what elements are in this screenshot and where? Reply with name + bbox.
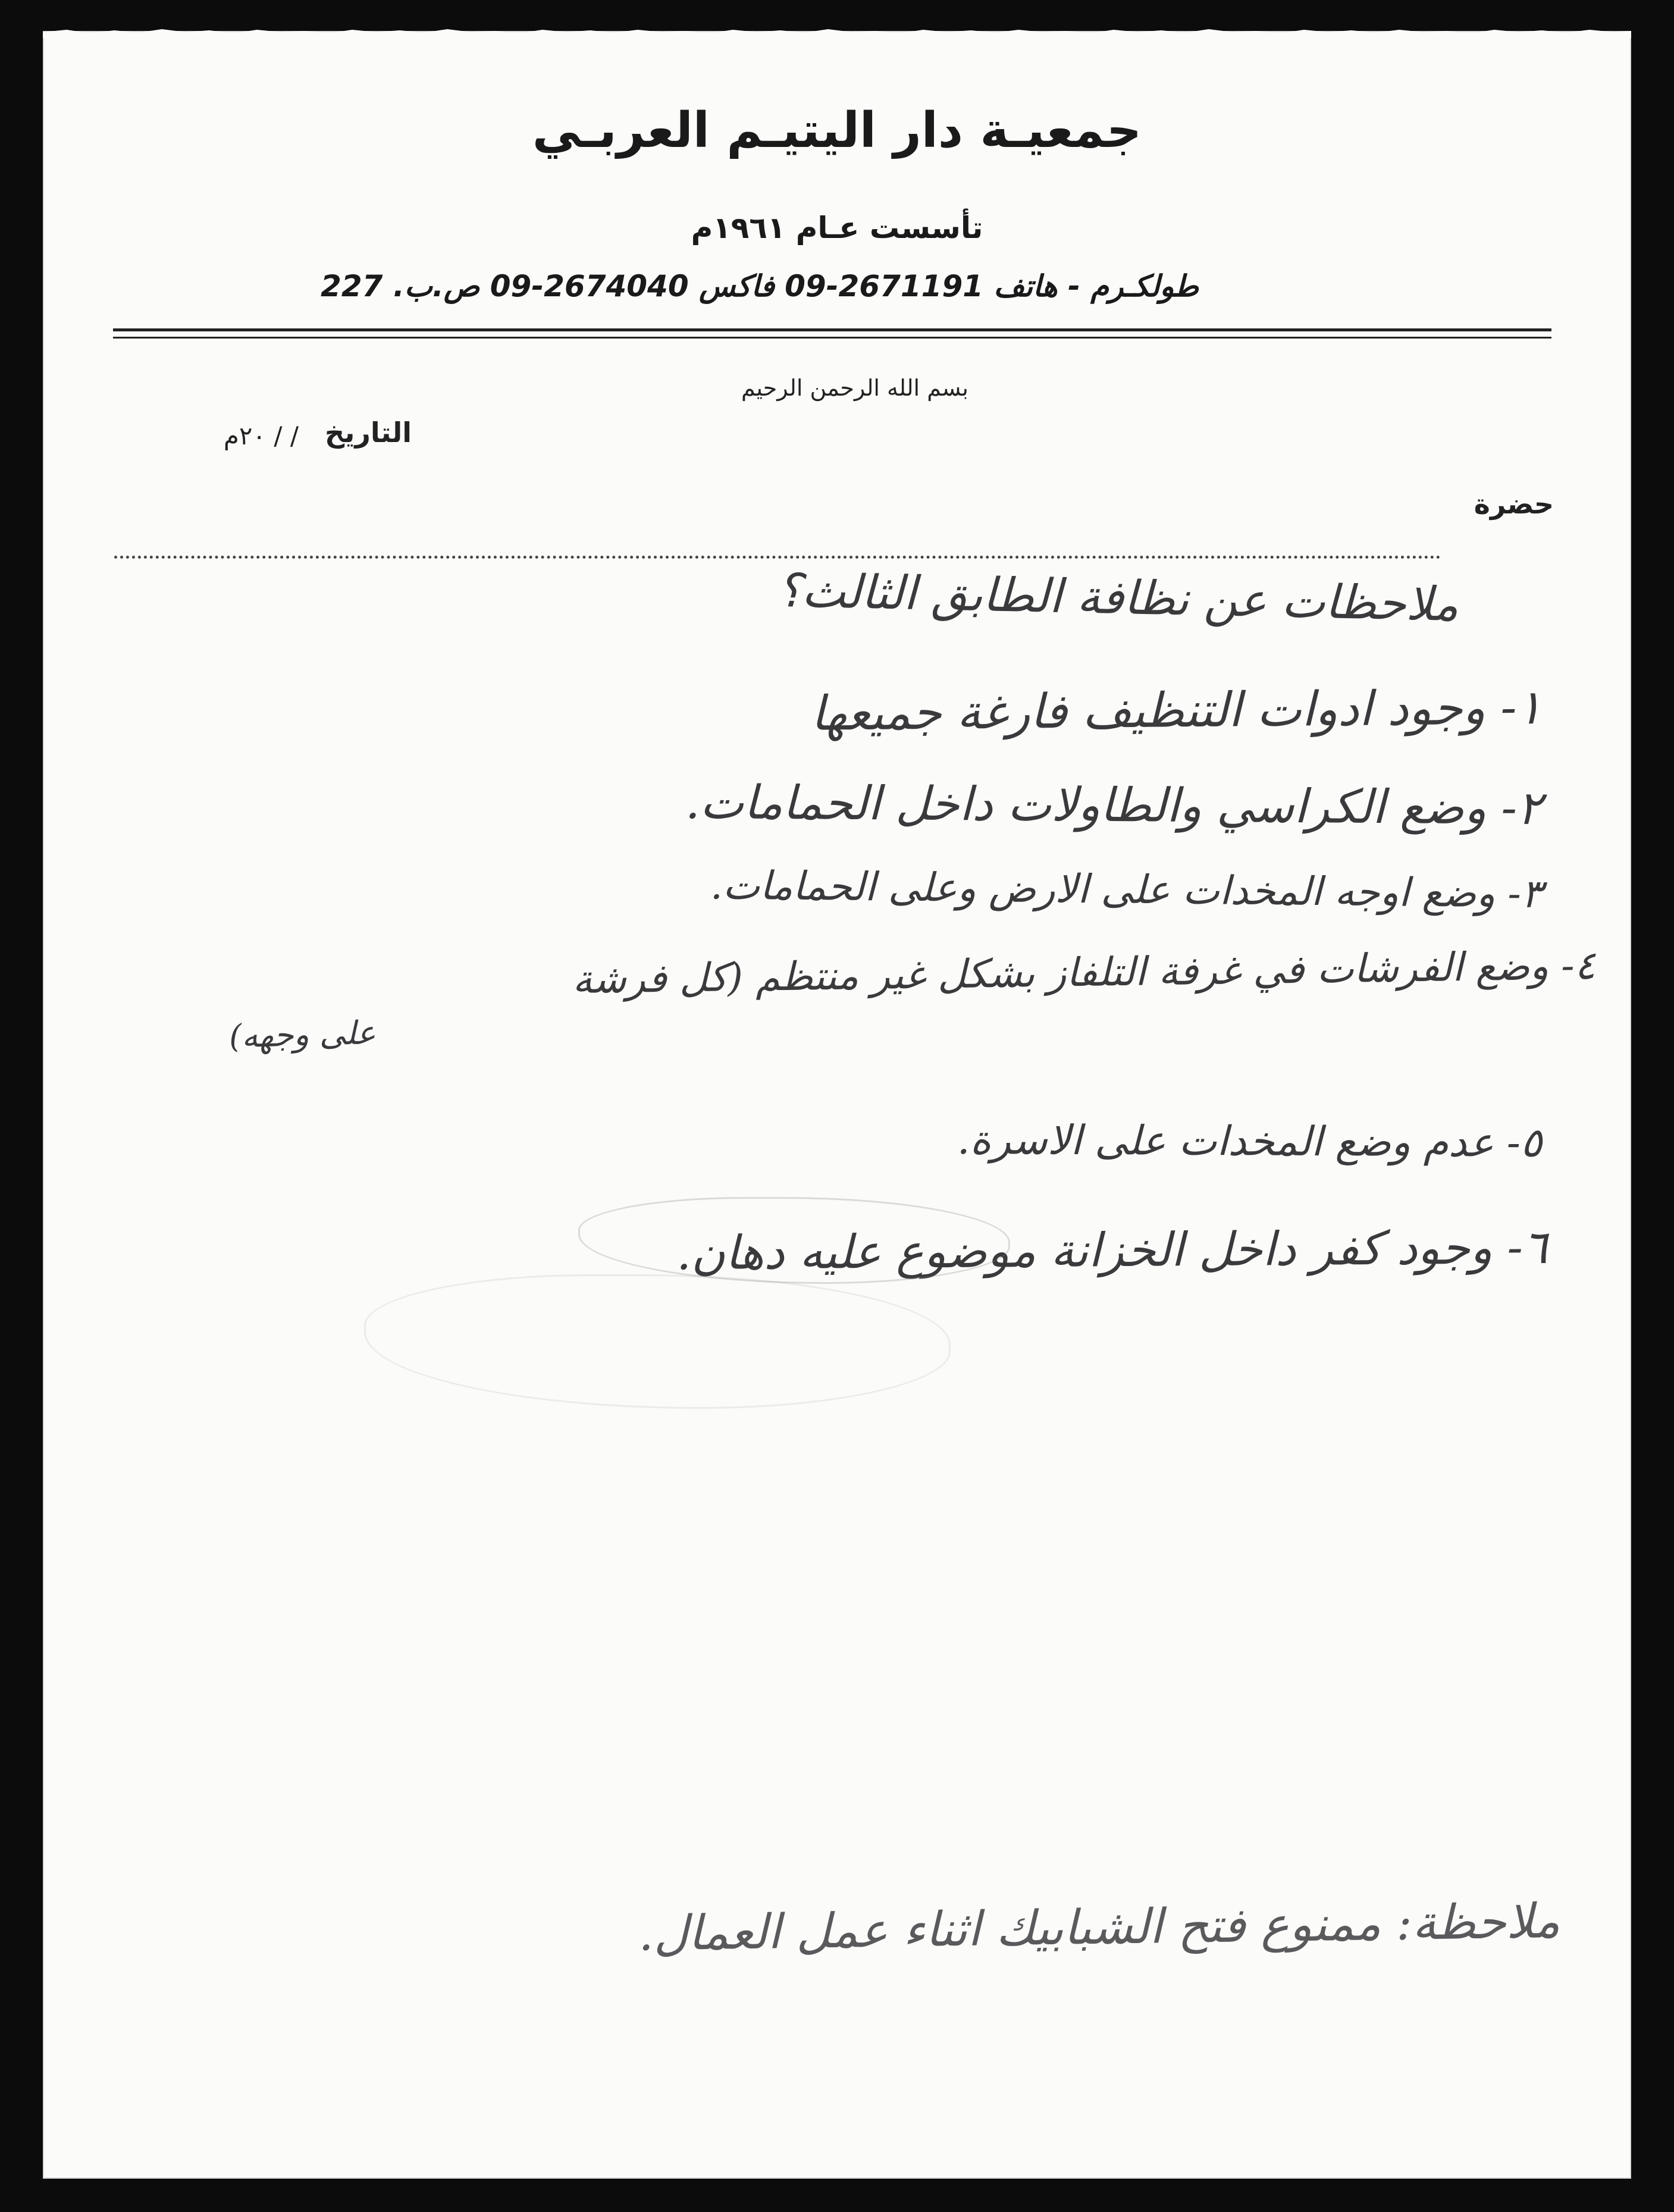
date-label: التاريخ [325,416,412,449]
organization-name: جمعيـة دار اليتيـم العربـي [532,102,1142,159]
note-item-4-continued: على وجهه) [228,1014,377,1055]
torn-top-edge [43,25,1631,38]
letter-sheet [43,31,1631,2179]
note-item-1: ١- وجود ادوات التنظيف فارغة جميعها [810,679,1543,741]
faint-smudge [364,1274,951,1409]
contact-line: طولكـرم - هاتف 2671191-09 فاكس 2674040-09 ص.ب. 227 [321,269,1199,303]
recipient-label: حضرة [1474,488,1554,520]
header-rule-top [113,328,1551,331]
founded-line: تأسست عـام ١٩٦١م [691,211,983,245]
note-item-6: ٦- وجود كفر داخل الخزانة موضوع عليه دهان. [676,1221,1548,1281]
notes-heading: ملاحظات عن نظافة الطابق الثالث؟ [776,564,1459,632]
date-blank: / / ٢٠م [223,421,299,450]
footnote: ملاحظة: ممنوع فتح الشبابيك اثناء عمل العمال. [638,1893,1560,1962]
faint-smudge [578,1197,1010,1284]
note-item-4: ٤- وضع الفرشات في غرفة التلفاز بشكل غير منتظم (كل فرشة [572,942,1596,1003]
recipient-dotted-line [114,556,1441,559]
note-item-2: ٢- وضع الكراسي والطاولات داخل الحمامات. [685,775,1543,835]
header-rule-bottom [113,337,1551,339]
basmala: بسم الله الرحمن الرحيم [741,375,968,401]
note-item-3: ٣- وضع اوجه المخدات على الارض وعلى الحمامات. [710,862,1543,917]
note-item-5: ٥- عدم وضع المخدات على الاسرة. [957,1116,1543,1167]
